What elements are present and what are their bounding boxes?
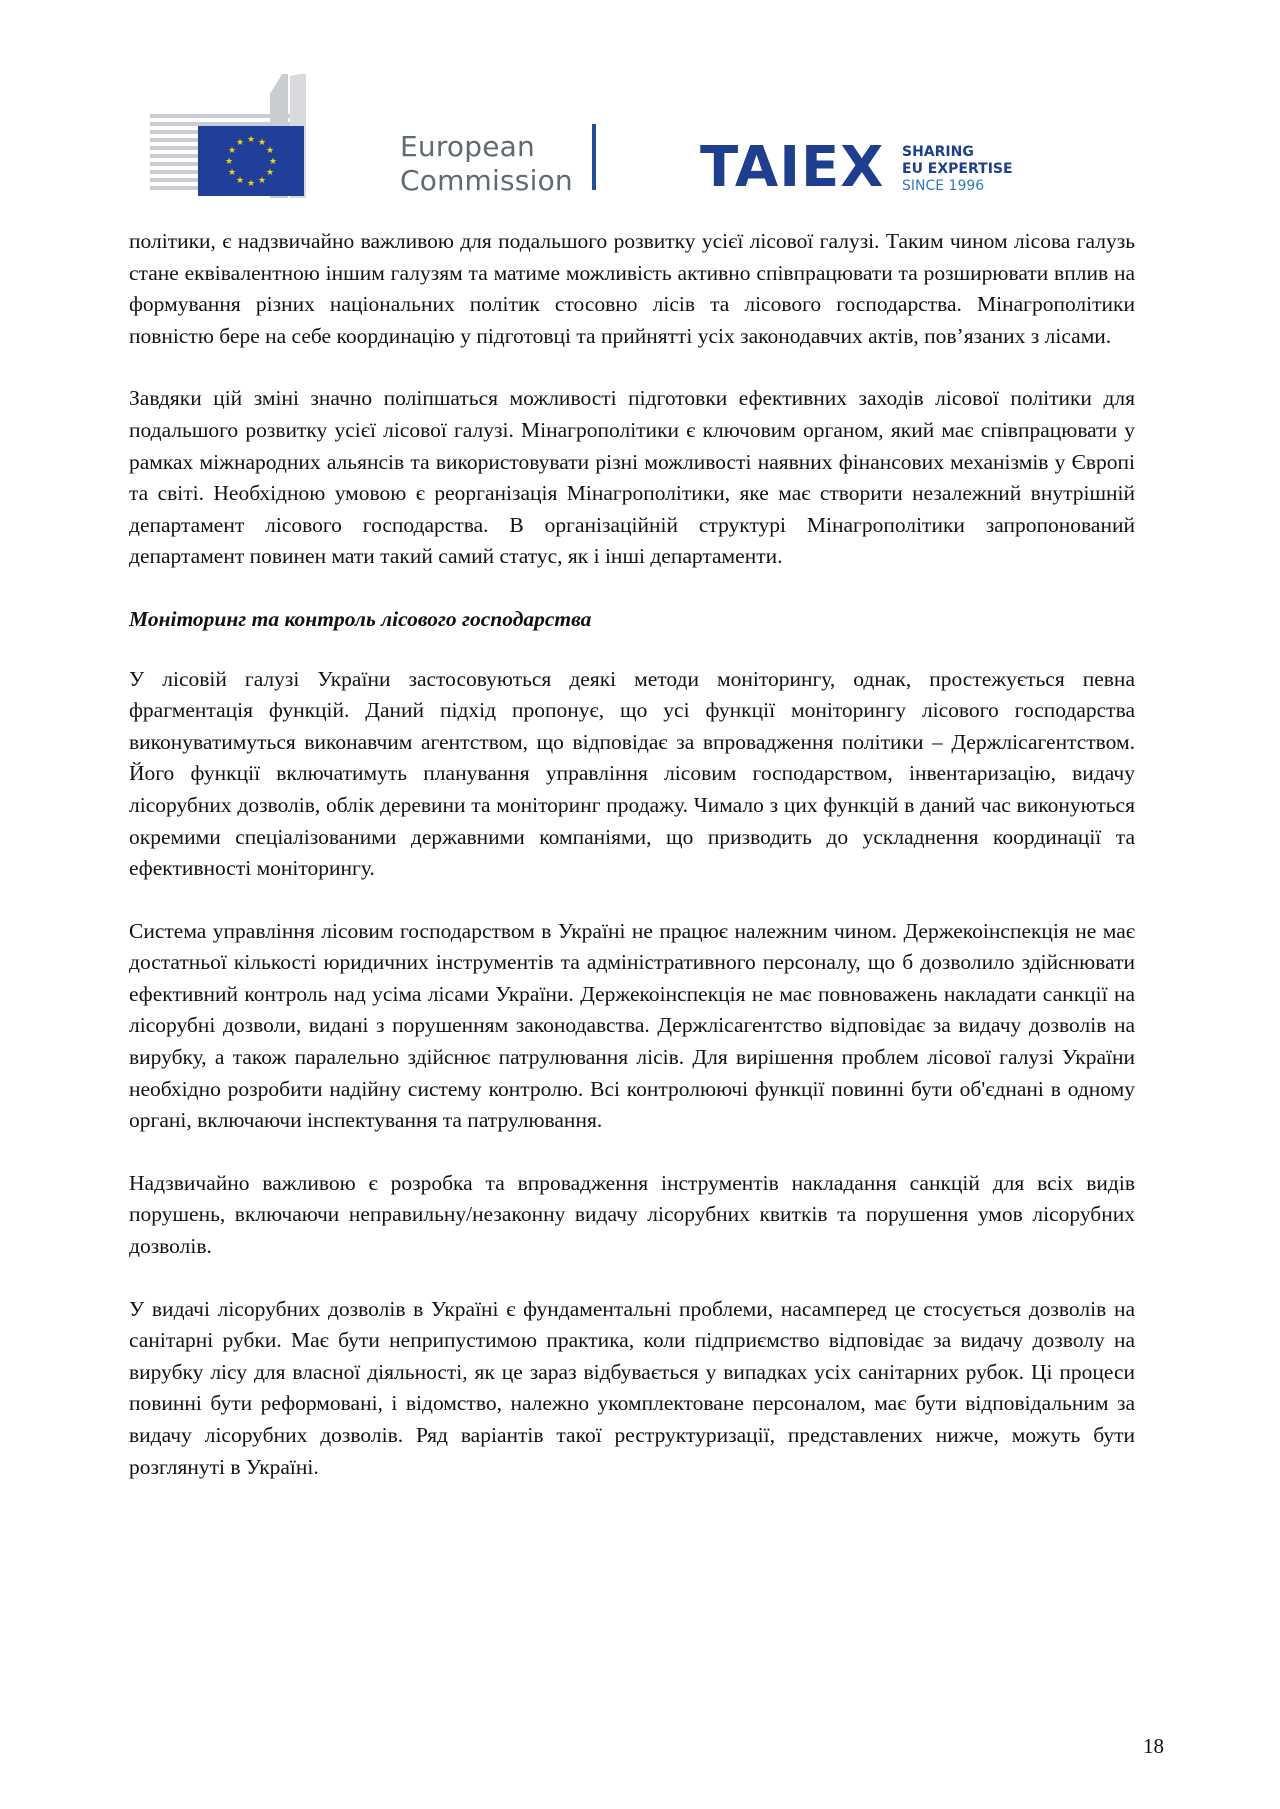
taiex-tag-3: SINCE 1996 [902,178,985,194]
svg-text:★: ★ [257,176,267,186]
paragraph-6: У видачі лісорубних дозволів в Україні є фундаментальні проблеми, насамперед це стосується дозволів на санітарні рубки. Має бути неприпустимою практика, коли підприємство відповідає за видачу дозволу на вирубку лісу для власної діяльності, як це зараз відбувається у випадках усіх санітарних рубок. Ці процеси повинні бути реформовані, і відомство, належно укомплектоване персоналом, має бути відповідальним за видачу лісорубних дозволів. Ряд варіантів такої реструктуризації, представлених нижче, можуть бути розглянуті в Україні. [129,1296,1135,1479]
taiex-tag-2: EU EXPERTISE [902,161,1013,177]
page-number: 18 [1143,1734,1164,1758]
ec-line-2: Commission [400,164,573,197]
eu-flag-icon [198,126,304,196]
paragraph-3: У лісовій галузі України застосовуються деякі методи моніторингу, однак, простежується певна фрагментація функцій. Даний підхід пропонує, що усі функції моніторингу лісового господарства виконуватимуться виконавчим агентством, що відповідає за впровадження політики – Держлісагентством. Його функції включатимуть планування управління лісовим господарством, інвентаризацію, видачу лісорубних дозволів, облік деревини та моніторинг продажу. Чимало з цих функцій в даний час виконуються окремими спеціалізованими державними компаніями, що призводить до ускладнення координації та ефективності моніторингу. [129,666,1135,881]
svg-text:★: ★ [224,157,234,167]
ec-wordmark [400,130,573,198]
page-header [0,0,1280,210]
svg-text:★: ★ [257,138,267,148]
taiex-tagline [902,144,1013,195]
svg-text:★: ★ [227,146,237,156]
svg-text:★: ★ [235,138,245,148]
paragraph-5: Надзвичайно важливою є розробка та впровадження інструментів накладання санкцій для всіх видів порушень, включаючи неправильну/незаконну видачу лісорубних квитків та порушення умов лісорубних дозволів. [129,1170,1135,1259]
section-heading: Моніторинг та контроль лісового господарства [129,606,592,631]
svg-text:★: ★ [227,168,237,178]
taiex-wordmark: TAIEX [700,135,885,200]
ec-line-1: European [400,130,535,163]
svg-text:★: ★ [246,179,256,189]
paragraph-2: Завдяки цій зміні значно поліпшаться можливості підготовки ефективних заходів лісової політики для подальшого розвитку усієї лісової галузі. Мінагрополітики є ключовим органом, який має співпрацювати у рамках міжнародних альянсів та використовувати різні можливості наявних фінансових механізмів у Європі та світі. Необхідною умовою є реорганізація Мінагрополітики, яке має створити незалежний внутрішній департамент лісового господарства. В організаційній структурі Мінагрополітики запропонований департамент повинен мати такий самий статус, як і інші департаменти. [129,386,1135,569]
document-body [129,226,1135,1514]
paragraph-1: політики, є надзвичайно важливою для подальшого розвитку усієї лісової галузі. Таким чином лісова галузь стане еквівалентною іншим галузям та матиме можливість активно співпрацювати та розширювати вплив на формування різних національних політик стосовно лісів та лісового господарства. Мінагрополітики повністю бере на себе координацію у підготовці та прийнятті усіх законодавчих актів, пов’язаних з лісами. [129,229,1135,348]
svg-text:★: ★ [235,176,245,186]
ec-divider [592,124,596,190]
svg-text:★: ★ [268,157,278,167]
taiex-tag-1: SHARING [902,144,974,160]
taiex-logo [700,135,1030,202]
paragraph-4: Система управління лісовим господарством в Україні не працює належним чином. Держекоінспекція не має достатньої кількості юридичних інструментів та адміністративного персоналу, що б дозволило здійснювати ефективний контроль над усіма лісами України. Держекоінспекція не має повноважень накладати санкції на лісорубні дозволи, видані з порушенням законодавства. Держлісагентство відповідає за видачу дозволів на вирубку, а також паралельно здійснює патрулювання лісів. Для вирішення проблем лісової галузі України необхідно розробити надійну систему контролю. Всі контролюючі функції повинні бути об'єднані в одному органі, включаючи інспектування та патрулювання. [129,918,1135,1133]
svg-text:★: ★ [265,146,275,156]
svg-text:★: ★ [265,168,275,178]
european-commission-logo [150,74,620,202]
svg-text:★: ★ [246,135,256,145]
